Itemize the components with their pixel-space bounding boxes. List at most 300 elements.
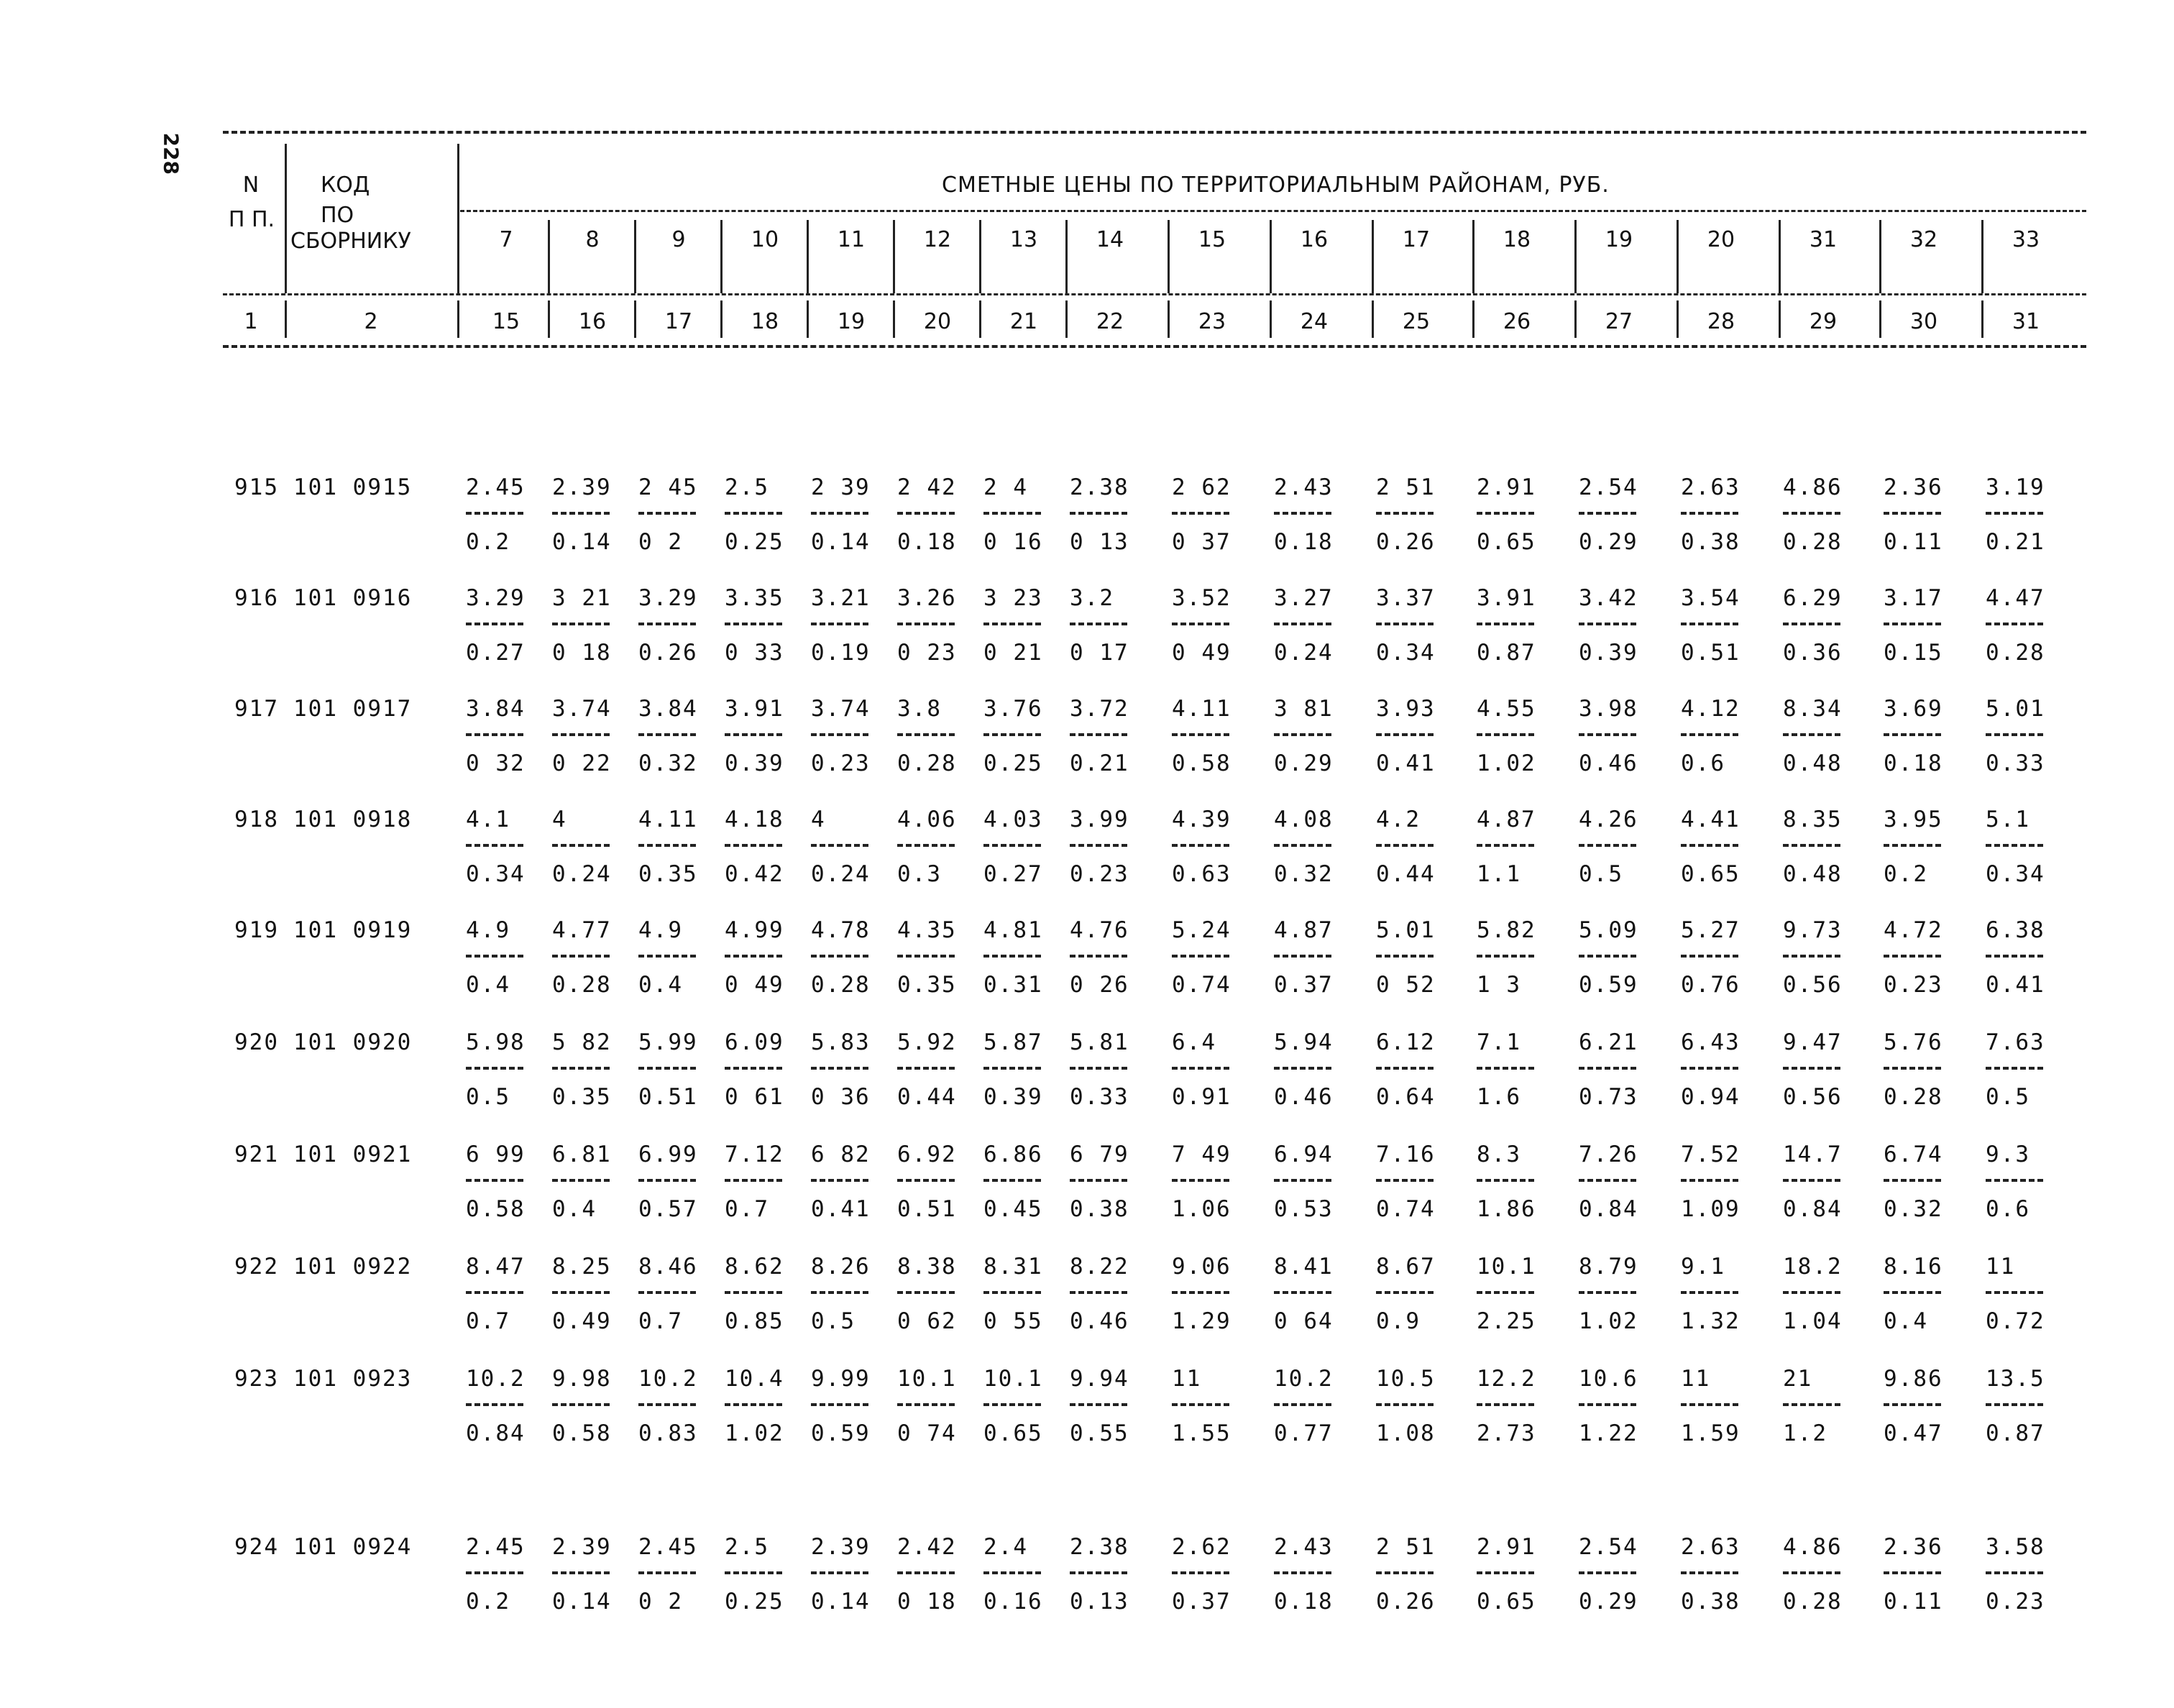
price-subvalue: 1.02 [725,1420,784,1446]
price-subvalue: 0.48 [1783,750,1843,776]
fraction-bar [1783,1179,1840,1182]
header-divider [1981,300,1983,338]
row-code: 101 0919 [293,917,413,943]
fraction-bar [1477,512,1534,515]
price-subvalue: 0.27 [466,640,526,666]
fraction-bar [1274,1403,1331,1406]
price-subvalue: 0 61 [725,1084,784,1110]
fraction-bar [1681,1179,1738,1182]
price-value: 8.79 [1579,1254,1638,1280]
price-value: 3.76 [983,696,1043,722]
fraction-bar [1274,623,1331,625]
price-value: 3.72 [1070,696,1129,722]
price-subvalue: 0 2 [638,1589,683,1615]
fraction-bar [1274,955,1331,958]
price-subvalue: 0.23 [1884,972,1943,998]
price-value: 3.91 [725,696,784,722]
price-value: 13.5 [1986,1366,2045,1392]
price-subvalue: 0.37 [1274,972,1334,998]
price-value: 3.26 [897,585,957,611]
price-value: 3.54 [1681,585,1740,611]
header-divider [1168,300,1170,338]
price-value: 10.6 [1579,1366,1638,1392]
price-subvalue: 0.27 [983,861,1043,887]
price-subvalue: 0.46 [1070,1308,1129,1334]
column-index: 17 [664,309,693,334]
price-subvalue: 0 33 [725,640,784,666]
fraction-bar [1884,955,1941,958]
price-value: 2.91 [1477,474,1536,500]
fraction-bar [897,1067,955,1070]
price-value: 2.45 [638,1534,698,1560]
fraction-bar [638,623,696,625]
fraction-bar [552,1179,610,1182]
fraction-bar [1376,1571,1434,1574]
price-value: 3.35 [725,585,784,611]
fraction-bar [466,1291,523,1294]
price-value: 6 99 [466,1142,526,1167]
price-value: 8.41 [1274,1254,1334,1280]
price-value: 6.29 [1783,585,1843,611]
price-value: 4.26 [1579,807,1638,832]
price-subvalue: 0.65 [1477,1589,1536,1615]
fraction-bar [1884,512,1941,515]
price-subvalue: 0.14 [552,1589,612,1615]
fraction-bar [1681,1571,1738,1574]
region-number: 12 [923,227,952,252]
fraction-bar [1579,1179,1636,1182]
price-subvalue: 0.28 [1884,1084,1943,1110]
price-value: 8.22 [1070,1254,1129,1280]
price-value: 10.2 [638,1366,698,1392]
price-subvalue: 0.28 [1783,529,1843,555]
price-subvalue: 0 2 [638,529,683,555]
price-value: 4.08 [1274,807,1334,832]
price-value: 6.4 [1172,1029,1216,1055]
price-subvalue: 0.38 [1681,1589,1740,1615]
fraction-bar [811,955,868,958]
price-value: 3.95 [1884,807,1943,832]
fraction-bar [1070,844,1127,847]
fraction-bar [1477,844,1534,847]
price-subvalue: 0.46 [1579,750,1638,776]
price-value: 3.29 [466,585,526,611]
header-top-rule [223,131,2086,134]
price-subvalue: 0.28 [1986,640,2045,666]
fraction-bar [1376,733,1434,736]
price-value: 2.43 [1274,1534,1334,1560]
header-divider [634,300,636,338]
header-divider [1879,300,1881,338]
fraction-bar [1274,512,1331,515]
row-number: 917 [234,696,279,722]
price-subvalue: 0.32 [1274,861,1334,887]
price-value: 4.47 [1986,585,2045,611]
price-value: 7.52 [1681,1142,1740,1167]
price-value: 5.24 [1172,917,1232,943]
price-value: 6 79 [1070,1142,1129,1167]
fraction-bar [1070,623,1127,625]
price-value: 2.5 [725,474,769,500]
price-value: 4.2 [1376,807,1421,832]
price-subvalue: 0.31 [983,972,1043,998]
price-value: 6.74 [1884,1142,1943,1167]
fraction-bar [983,955,1041,958]
price-value: 11 [1986,1254,2016,1280]
col-n-label-2: П П. [228,207,275,232]
price-value: 4.72 [1884,917,1943,943]
price-value: 2 62 [1172,474,1232,500]
price-value: 7 49 [1172,1142,1232,1167]
fraction-bar [1172,844,1229,847]
header-divider [548,220,550,293]
fraction-bar [725,1179,782,1182]
header-divider [893,220,895,293]
page-number: 228 [159,132,183,175]
row-code: 101 0920 [293,1029,413,1055]
price-value: 3.21 [811,585,871,611]
price-subvalue: 0.21 [1986,529,2045,555]
fraction-bar [1376,512,1434,515]
price-value: 5.01 [1376,917,1436,943]
header-divider [1270,300,1272,338]
fraction-bar [1681,1067,1738,1070]
region-number: 33 [2012,227,2040,252]
price-subvalue: 0.84 [466,1420,526,1446]
header-divider [634,220,636,293]
price-value: 5.09 [1579,917,1638,943]
price-value: 18.2 [1783,1254,1843,1280]
fraction-bar [1579,623,1636,625]
price-value: 3.74 [811,696,871,722]
fraction-bar [1884,844,1941,847]
price-value: 2.36 [1884,1534,1943,1560]
fraction-bar [1884,1179,1941,1182]
fraction-bar [897,1291,955,1294]
fraction-bar [1274,1571,1331,1574]
fraction-bar [552,1291,610,1294]
price-subvalue: 0.56 [1783,972,1843,998]
price-subvalue: 1.04 [1783,1308,1843,1334]
price-value: 2.38 [1070,1534,1129,1560]
fraction-bar [1783,512,1840,515]
fraction-bar [897,1571,955,1574]
fraction-bar [1986,1291,2043,1294]
fraction-bar [1783,1571,1840,1574]
header-divider [1372,300,1374,338]
fraction-bar [811,733,868,736]
price-value: 2.43 [1274,474,1334,500]
price-subvalue: 0.39 [1579,640,1638,666]
price-value: 2.4 [983,1534,1028,1560]
fraction-bar [1579,1067,1636,1070]
price-subvalue: 0.21 [1070,750,1129,776]
fraction-bar [466,1403,523,1406]
fraction-bar [466,733,523,736]
fraction-bar [1376,844,1434,847]
price-subvalue: 0.85 [725,1308,784,1334]
price-value: 11 [1681,1366,1711,1392]
price-value: 5.1 [1986,807,2030,832]
price-value: 4 [552,807,567,832]
price-value: 5.81 [1070,1029,1129,1055]
price-subvalue: 0.14 [811,1589,871,1615]
price-subvalue: 0.2 [466,1589,510,1615]
fraction-bar [466,955,523,958]
region-number: 14 [1096,227,1124,252]
price-value: 4.99 [725,917,784,943]
price-value: 8.3 [1477,1142,1521,1167]
price-subvalue: 0.53 [1274,1196,1334,1222]
price-value: 4.9 [638,917,683,943]
fraction-bar [1376,623,1434,625]
price-subvalue: 0.57 [638,1196,698,1222]
price-subvalue: 0.39 [725,750,784,776]
fraction-bar [1783,733,1840,736]
fraction-bar [1579,955,1636,958]
fraction-bar [1783,623,1840,625]
price-subvalue: 0.28 [811,972,871,998]
price-subvalue: 0.58 [552,1420,612,1446]
price-value: 2.54 [1579,474,1638,500]
col-index-n: 1 [244,309,258,334]
price-value: 6 82 [811,1142,871,1167]
price-subvalue: 0 18 [552,640,612,666]
column-index: 30 [1909,309,1938,334]
price-value: 3 81 [1274,696,1334,722]
fraction-bar [1681,512,1738,515]
price-value: 3.27 [1274,585,1334,611]
price-value: 2 51 [1376,1534,1436,1560]
price-value: 7.16 [1376,1142,1436,1167]
fraction-bar [1070,1179,1127,1182]
header-divider [1065,300,1068,338]
price-subvalue: 0 37 [1172,529,1232,555]
price-subvalue: 0.28 [552,972,612,998]
fraction-bar [1681,955,1738,958]
fraction-bar [1884,1403,1941,1406]
price-subvalue: 0.28 [1783,1589,1843,1615]
fraction-bar [1274,1067,1331,1070]
header-divider [1065,220,1068,293]
fraction-bar [1783,955,1840,958]
fraction-bar [1681,1291,1738,1294]
price-subvalue: 2.25 [1477,1308,1536,1334]
price-subvalue: 0.36 [1783,640,1843,666]
price-value: 2 42 [897,474,957,500]
fraction-bar [1477,1179,1534,1182]
price-subvalue: 1.6 [1477,1084,1521,1110]
row-code: 101 0918 [293,807,413,832]
price-subvalue: 0.47 [1884,1420,1943,1446]
price-value: 3.8 [897,696,942,722]
fraction-bar [1579,512,1636,515]
price-subvalue: 1.02 [1477,750,1536,776]
region-number: 13 [1009,227,1038,252]
fraction-bar [466,512,523,515]
price-subvalue: 0.87 [1986,1420,2045,1446]
price-value: 10.2 [466,1366,526,1392]
region-number: 19 [1605,227,1633,252]
price-subvalue: 0 26 [1070,972,1129,998]
price-value: 11 [1172,1366,1202,1392]
price-subvalue: 0.14 [811,529,871,555]
fraction-bar [811,623,868,625]
price-value: 10.1 [1477,1254,1536,1280]
price-subvalue: 0 49 [725,972,784,998]
fraction-bar [1274,1291,1331,1294]
price-subvalue: 0.25 [725,1589,784,1615]
price-value: 4.78 [811,917,871,943]
row-code: 101 0922 [293,1254,413,1280]
region-number: 20 [1707,227,1735,252]
price-subvalue: 0.35 [897,972,957,998]
price-value: 2.39 [811,1534,871,1560]
fraction-bar [638,1571,696,1574]
price-subvalue: 0.58 [1172,750,1232,776]
fraction-bar [725,733,782,736]
price-value: 9.98 [552,1366,612,1392]
price-subvalue: 0.35 [638,861,698,887]
price-value: 8.16 [1884,1254,1943,1280]
price-subvalue: 0.41 [1986,972,2045,998]
price-value: 5.83 [811,1029,871,1055]
region-number: 16 [1300,227,1329,252]
price-value: 10.2 [1274,1366,1334,1392]
price-value: 12.2 [1477,1366,1536,1392]
fraction-bar [552,733,610,736]
fraction-bar [983,512,1041,515]
fraction-bar [811,1179,868,1182]
price-value: 4.76 [1070,917,1129,943]
fraction-bar [983,1291,1041,1294]
fraction-bar [552,844,610,847]
header-divider [807,220,809,293]
price-value: 9.1 [1681,1254,1725,1280]
price-subvalue: 0.35 [552,1084,612,1110]
price-subvalue: 0.72 [1986,1308,2045,1334]
price-subvalue: 0.63 [1172,861,1232,887]
header-divider [548,300,550,338]
row-code: 101 0923 [293,1366,413,1392]
price-value: 9.86 [1884,1366,1943,1392]
region-number: 10 [751,227,779,252]
price-subvalue: 1.59 [1681,1420,1740,1446]
header-divider [1779,220,1781,293]
price-subvalue: 0.11 [1884,529,1943,555]
price-subvalue: 0.29 [1274,750,1334,776]
price-value: 4.11 [638,807,698,832]
fraction-bar [1172,733,1229,736]
price-subvalue: 0.7 [638,1308,683,1334]
fraction-bar [1172,1179,1229,1182]
price-subvalue: 0.29 [1579,1589,1638,1615]
price-value: 3.84 [466,696,526,722]
price-subvalue: 0 32 [466,750,526,776]
price-subvalue: 0.56 [1783,1084,1843,1110]
price-value: 4.35 [897,917,957,943]
fraction-bar [897,955,955,958]
fraction-bar [1579,1291,1636,1294]
price-subvalue: 0.33 [1986,750,2045,776]
price-value: 5.82 [1477,917,1536,943]
header-divider [1270,220,1272,293]
fraction-bar [1172,1571,1229,1574]
header-divider [1677,300,1679,338]
fraction-bar [725,1403,782,1406]
row-code: 101 0924 [293,1534,413,1560]
fraction-bar [1986,623,2043,625]
price-subvalue: 0 74 [897,1420,957,1446]
fraction-bar [725,955,782,958]
price-subvalue: 0.3 [897,861,942,887]
column-index: 18 [751,309,779,334]
price-value: 4.1 [466,807,510,832]
row-number: 916 [234,585,279,611]
header-divider [1981,220,1983,293]
price-value: 2.36 [1884,474,1943,500]
price-subvalue: 1.2 [1783,1420,1827,1446]
price-value: 4.41 [1681,807,1740,832]
price-subvalue: 0.38 [1681,529,1740,555]
fraction-bar [1274,1179,1331,1182]
price-subvalue: 0.4 [1884,1308,1928,1334]
region-number: 9 [671,227,686,252]
price-subvalue: 0.5 [1579,861,1623,887]
price-subvalue: 0 64 [1274,1308,1334,1334]
fraction-bar [1376,1067,1434,1070]
column-index: 24 [1300,309,1329,334]
price-subvalue: 0.24 [811,861,871,887]
header-divider [1574,300,1577,338]
row-number: 920 [234,1029,279,1055]
fraction-bar [811,512,868,515]
price-value: 2.62 [1172,1534,1232,1560]
fraction-bar [1783,1403,1840,1406]
column-index: 16 [578,309,607,334]
fraction-bar [1681,623,1738,625]
price-subvalue: 0.7 [725,1196,769,1222]
fraction-bar [1477,733,1534,736]
price-subvalue: 0 49 [1172,640,1232,666]
fraction-bar [983,1403,1041,1406]
column-index: 22 [1096,309,1124,334]
price-value: 3.91 [1477,585,1536,611]
price-value: 6.81 [552,1142,612,1167]
price-subvalue: 0.23 [1070,861,1129,887]
price-subvalue: 0.4 [552,1196,597,1222]
price-value: 8.25 [552,1254,612,1280]
price-value: 3.29 [638,585,698,611]
price-value: 21 [1783,1366,1813,1392]
price-value: 8.38 [897,1254,957,1280]
price-subvalue: 0 16 [983,529,1043,555]
fraction-bar [1172,955,1229,958]
row-code: 101 0921 [293,1142,413,1167]
header-divider [1372,220,1374,293]
price-subvalue: 0.7 [466,1308,510,1334]
price-subvalue: 1.06 [1172,1196,1232,1222]
fraction-bar [1477,1067,1534,1070]
header-divider [807,300,809,338]
fraction-bar [983,1179,1041,1182]
column-index: 21 [1009,309,1038,334]
price-subvalue: 0.5 [811,1308,856,1334]
price-subvalue: 0.6 [1681,750,1725,776]
price-subvalue: 2.73 [1477,1420,1536,1446]
header-divider [285,300,287,338]
fraction-bar [552,955,610,958]
